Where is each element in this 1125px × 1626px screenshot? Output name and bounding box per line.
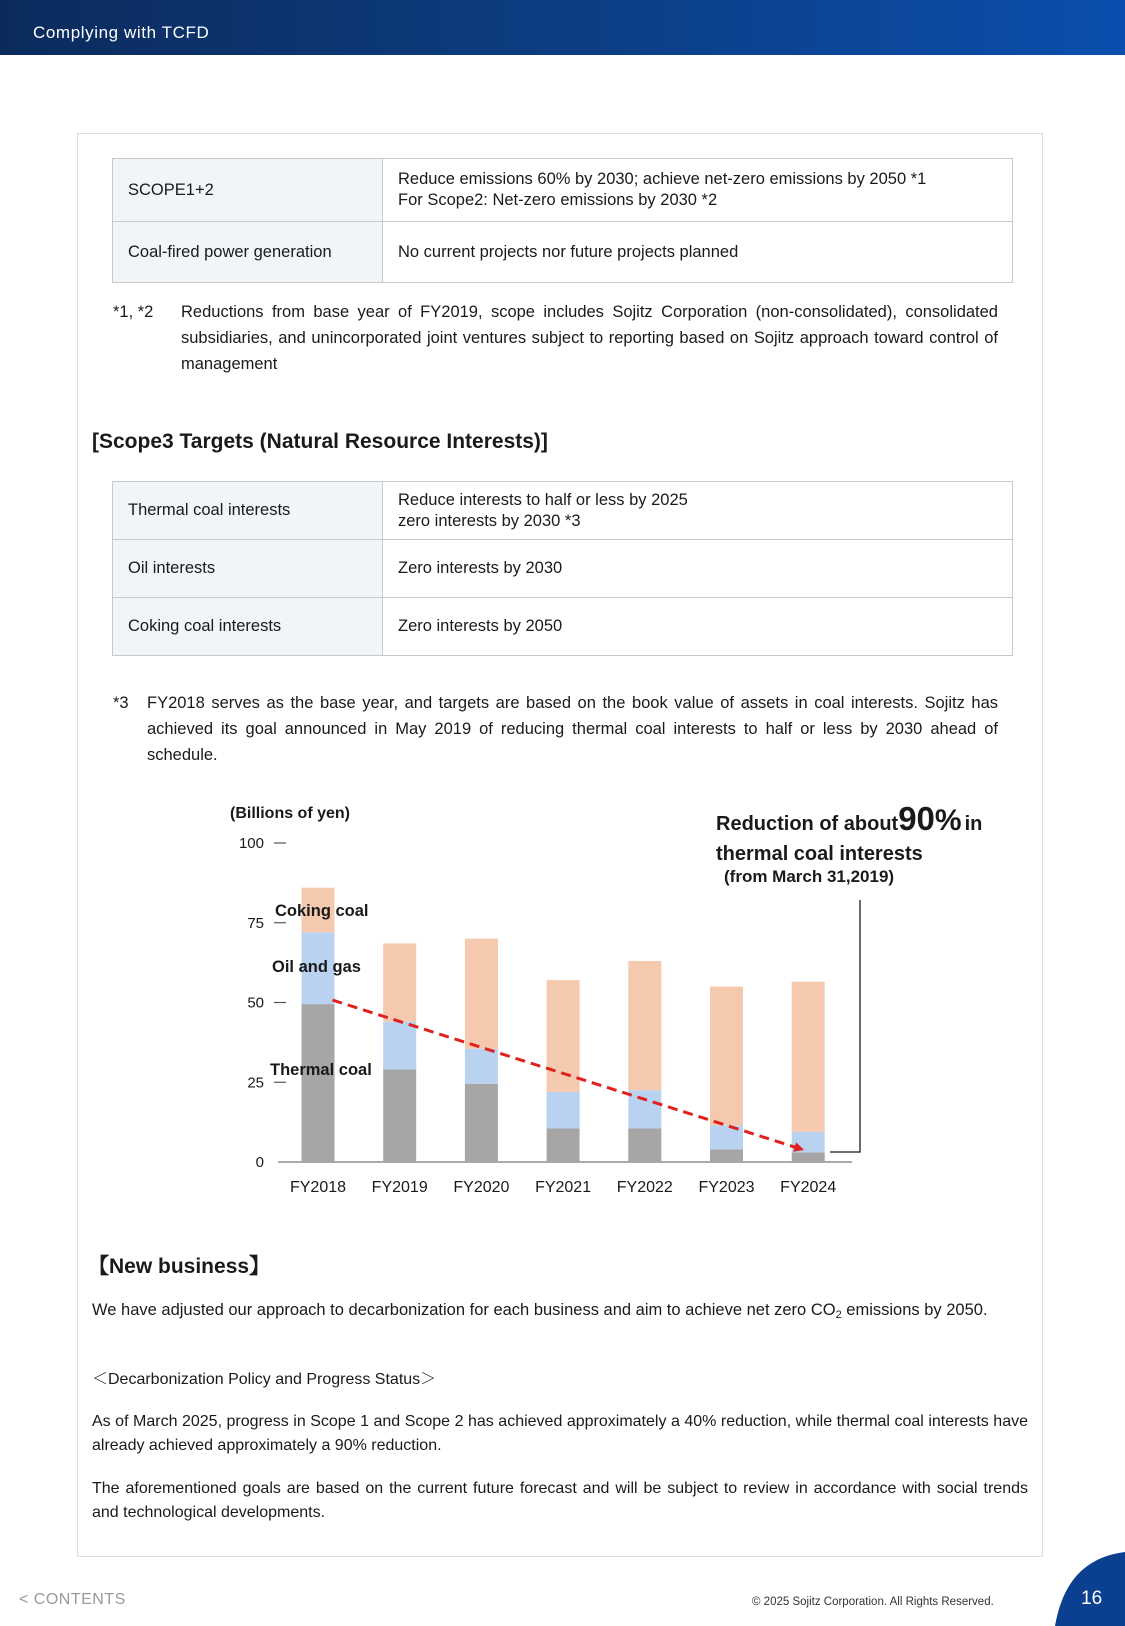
bar-segment-coking-coal: [383, 943, 416, 1021]
page-number: 16: [1081, 1588, 1103, 1609]
bar-segment-oil-and-gas: [465, 1049, 498, 1084]
y-tick-label: 75: [247, 914, 264, 932]
x-tick-label: FY2024: [780, 1179, 837, 1196]
bar-segment-coking-coal: [628, 961, 661, 1090]
bar-segment-thermal-coal: [302, 1004, 335, 1162]
value-line: No current projects nor future projects planned: [398, 242, 739, 261]
section-title: Complying with TCFD: [33, 23, 210, 42]
copyright: © 2025 Sojitz Corporation. All Rights Reserved.: [752, 1596, 994, 1608]
new-business-heading: 【New business】: [88, 1255, 271, 1278]
review-paragraph: The aforementioned goals are based on the current future forecast and will be subject to review in accordance with social trends and technological developments.: [92, 1480, 1028, 1521]
footnote-text: FY2018 serves as the base year, and targets are based on the book value of assets in coal interests. Sojitz has achieved its goal announced in May 2019 of reducing thermal coal interests to half or less by 2030 ahead of schedule.: [147, 694, 998, 764]
x-tick-label: FY2023: [698, 1179, 755, 1196]
value-line: Zero interests by 2050: [398, 617, 563, 635]
y-tick-label: 50: [247, 994, 264, 1012]
footnote-mark: *1, *2: [113, 303, 154, 321]
contents-link[interactable]: < CONTENTS: [19, 1591, 126, 1608]
value-line: Reduce interests to half or less by 2025: [398, 490, 688, 509]
paragraph-text: emissions by 2050.: [841, 1301, 988, 1319]
row-label: Thermal coal interests: [113, 482, 383, 540]
footnote-mark: *3: [113, 694, 129, 712]
y-tick-label: 25: [247, 1074, 264, 1092]
bar-segment-oil-and-gas: [792, 1132, 825, 1153]
x-tick-label: FY2022: [616, 1179, 673, 1196]
paragraph-text: We have adjusted our approach to decarbonization for each business and aim to achieve net zero CO: [92, 1301, 836, 1319]
annotation-date: (from March 31,2019): [724, 867, 895, 886]
annotation-subline: thermal coal interests: [716, 843, 923, 865]
policy-subtitle: ＜Decarbonization Policy and Progress Status＞: [92, 1371, 437, 1388]
value-line: zero interests by 2030 *3: [398, 511, 581, 530]
scope3-heading: [Scope3 Targets (Natural Resource Interests)]: [92, 430, 548, 453]
subscript-text: 2: [835, 1309, 842, 1321]
bar-segment-coking-coal: [547, 980, 580, 1092]
bar-segment-thermal-coal: [465, 1084, 498, 1162]
x-tick-label: FY2019: [371, 1179, 428, 1196]
series-label: Coking coal: [275, 902, 369, 920]
bar-segment-coking-coal: [465, 939, 498, 1049]
x-tick-label: FY2021: [535, 1179, 592, 1196]
y-tick-label: 100: [238, 835, 264, 852]
new-business-paragraph: [92, 1298, 1028, 1322]
progress-paragraph: As of March 2025, progress in Scope 1 and Scope 2 has achieved approximately a 40% reduction, while thermal coal interests have already achieved approximately a 90% reduction.: [92, 1413, 1028, 1454]
value-line: For Scope2: Net-zero emissions by 2030 *2: [398, 191, 718, 209]
x-tick-label: FY2018: [289, 1179, 347, 1196]
footnote-text: Reductions from base year of FY2019, scope includes Sojitz Corporation (non-consolidated), consolidated subsidiaries, and unincorporated joint ventures subject to reporting based on Sojitz approach toward control of management: [181, 303, 998, 373]
bar-segment-oil-and-gas: [628, 1090, 661, 1128]
row-label: Oil interests: [113, 540, 383, 598]
bar-segment-thermal-coal: [383, 1069, 416, 1162]
x-tick-label: FY2020: [453, 1179, 510, 1196]
value-line: Zero interests by 2030: [398, 559, 563, 577]
bar-segment-coking-coal: [792, 982, 825, 1132]
y-tick-label: 0: [255, 1154, 264, 1171]
row-label: SCOPE1+2: [113, 159, 383, 222]
row-label: Coal-fired power generation: [113, 222, 383, 283]
bar-segment-coking-coal: [710, 987, 743, 1126]
bar-segment-thermal-coal: [710, 1149, 743, 1162]
bar-segment-thermal-coal: [628, 1129, 661, 1162]
annotation-headline: Reduction of about90% in: [716, 800, 983, 837]
series-label: Oil and gas: [272, 958, 361, 976]
row-label: Coking coal interests: [113, 598, 383, 656]
bar-segment-oil-and-gas: [383, 1022, 416, 1070]
annotation-bracket: [830, 900, 860, 1152]
y-axis-label: (Billions of yen): [230, 805, 350, 822]
bar-segment-thermal-coal: [792, 1152, 825, 1162]
bar-segment-thermal-coal: [547, 1129, 580, 1162]
bar-segment-oil-and-gas: [547, 1092, 580, 1129]
series-label: Thermal coal: [270, 1061, 372, 1079]
value-line: Reduce emissions 60% by 2030; achieve net-zero emissions by 2050 *1: [398, 170, 927, 188]
